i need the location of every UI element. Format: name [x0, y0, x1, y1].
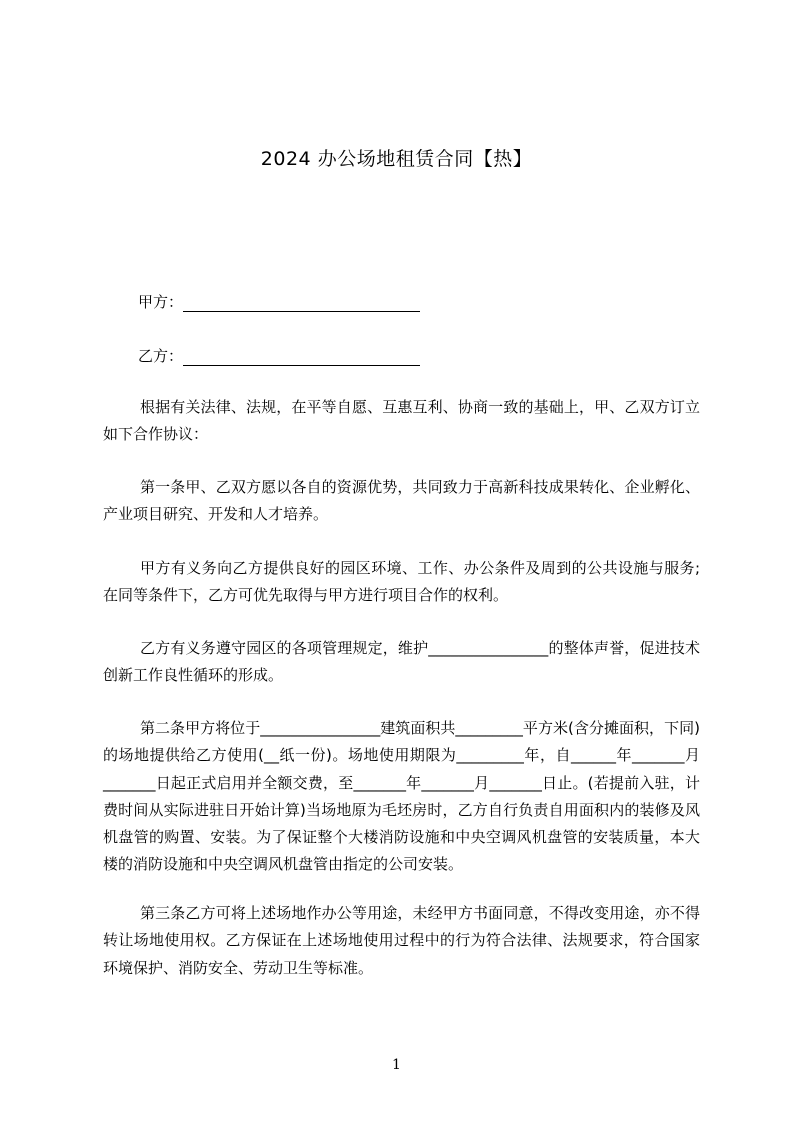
- page-number: 1: [392, 1057, 401, 1073]
- paragraph-article-2: 第二条甲方将位于________________建筑面积共_________平方米(含分摊面积，下同)的场地提供给乙方使用(__纸一份)。场地使用期限为_________年，自______年_______月_______日起正式启用并全额交费，至_______年_______月_______日止。(若提前入驻，计费时间从实际进驻日开始计算)当场地原为毛坯房时，乙方自行负责自用面积内的装修及风机盘管的购置、安装。为了保证整个大楼消防设施和中央空调风机盘管的安装质量，本大楼的消防设施和中央空调风机盘管由指定的公司安装。: [103, 719, 700, 874]
- party-b-line: [138, 345, 420, 366]
- document-title: 2024 办公场地租赁合同【热】: [260, 148, 533, 170]
- paragraph-party-b-duty: 乙方有义务遵守园区的各项管理规定，维护________________的整体声誉，促进技术创新工作良性循环的形成。: [103, 639, 700, 685]
- party-a-line: [138, 291, 420, 312]
- paragraph-article-3: 第三条乙方可将上述场地作办公等用途，未经甲方书面同意，不得改变用途，亦不得转让场地使用权。乙方保证在上述场地使用过程中的行为符合法律、法规要求，符合国家环境保护、消防安全、劳动卫生等标准。: [103, 904, 700, 977]
- party-a-label: 甲方：: [138, 293, 184, 311]
- party-a-blank: [183, 294, 420, 312]
- party-b-blank: [183, 348, 420, 366]
- paragraph-preamble: 根据有关法律、法规，在平等自愿、互惠互利、协商一致的基础上，甲、乙双方订立如下合作协议：: [103, 398, 700, 444]
- party-b-label: 乙方：: [138, 347, 184, 365]
- paragraph-party-a-duty: 甲方有义务向乙方提供良好的园区环境、工作、办公条件及周到的公共设施与服务;在同等条件下，乙方可优先取得与甲方进行项目合作的权利。: [103, 559, 700, 605]
- paragraph-article-1: 第一条甲、乙双方愿以各自的资源优势，共同致力于高新科技成果转化、企业孵化、产业项目研究、开发和人才培养。: [103, 478, 700, 524]
